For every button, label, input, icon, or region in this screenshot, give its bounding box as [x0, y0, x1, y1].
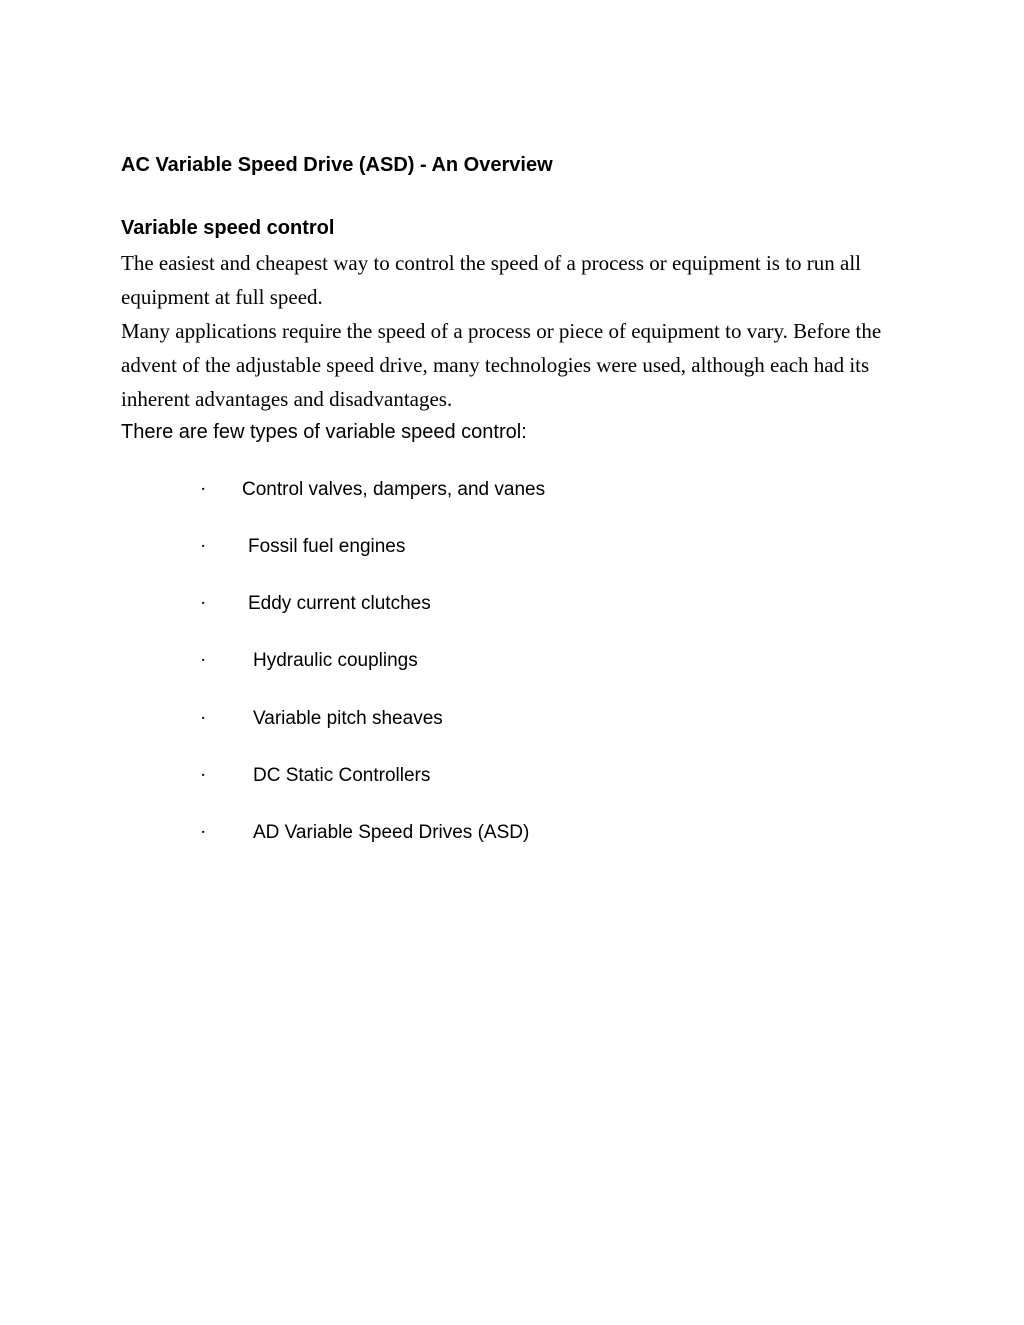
bullet-glyph: ·: [200, 708, 207, 729]
list-item-label: Hydraulic couplings: [253, 650, 418, 671]
paragraph-full-speed: The easiest and cheapest way to control the speed of a process or equipment is to run all equipment at full speed.: [121, 251, 862, 309]
list-item-label: DC Static Controllers: [253, 765, 431, 786]
list-item-label: Variable pitch sheaves: [253, 708, 443, 729]
bullet-glyph: ·: [200, 593, 207, 614]
list-intro: There are few types of variable speed control:: [121, 421, 527, 443]
list-item-label: AD Variable Speed Drives (ASD): [253, 822, 530, 843]
list-item-label: Fossil fuel engines: [248, 536, 406, 557]
bullet-glyph: ·: [200, 479, 207, 500]
bullet-glyph: ·: [200, 536, 207, 557]
section-heading: Variable speed control: [121, 217, 335, 239]
bullet-glyph: ·: [200, 765, 207, 786]
bullet-glyph: ·: [200, 650, 207, 671]
bullet-glyph: ·: [200, 822, 207, 843]
document-title: AC Variable Speed Drive (ASD) - An Overview: [121, 154, 553, 176]
list-item-label: Control valves, dampers, and vanes: [242, 479, 546, 500]
paragraph-applications: Many applications require the speed of a process or piece of equipment to vary. Before the advent of the adjustable speed drive, many technologies were used, although each had its inherent advantages and disadvantages.: [121, 319, 882, 411]
list-item-label: Eddy current clutches: [248, 593, 431, 614]
